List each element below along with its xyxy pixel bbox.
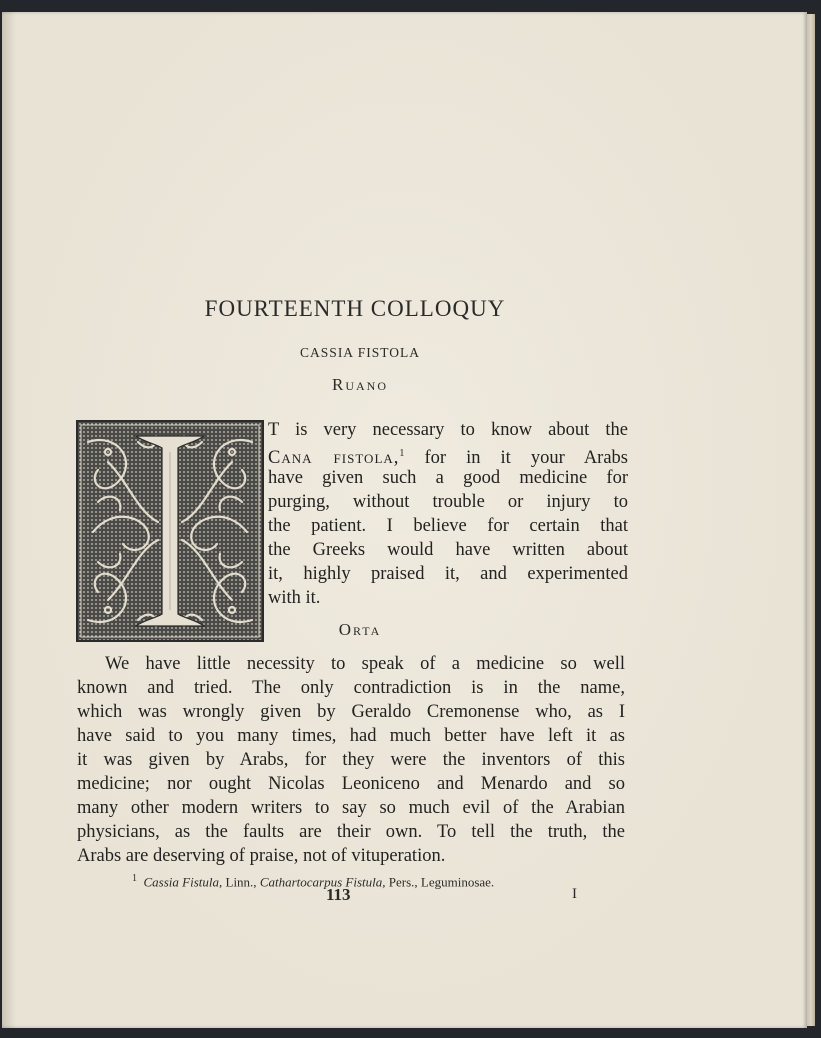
- text-line: Arabs are deserving of praise, not of vituperation.: [77, 846, 446, 866]
- footnote-text: Pers., Leguminosae.: [385, 874, 495, 890]
- footnote-mark: 1: [399, 448, 405, 459]
- text-line: have given such a good medicine for: [268, 468, 628, 488]
- text-line: medicine; nor ought Nicolas Leoniceno and Menardo and so: [77, 774, 625, 794]
- footnote-synonym: Cathartocarpus Fistula,: [259, 874, 386, 890]
- ornamental-initial-i-icon: [76, 420, 264, 642]
- chapter-title: FOURTEENTH COLLOQUY: [204, 296, 506, 321]
- page-edge: [807, 14, 815, 1026]
- text-line: it was given by Arabs, for they were the inventors of this: [77, 750, 625, 770]
- page-number: 113: [326, 885, 351, 904]
- text-line: known and tried. The only contradiction is in the name,: [77, 678, 625, 698]
- text-line: the Greeks would have written about: [268, 540, 628, 560]
- chapter-subtitle: CASSIA FISTOLA: [300, 345, 420, 360]
- speaker-name-orta: Orta: [338, 620, 382, 639]
- text-line-rest: for in it your Arabs: [404, 448, 629, 469]
- signature-mark: I: [572, 886, 577, 902]
- text-line: it, highly praised it, and experimented: [268, 564, 628, 584]
- footnote-species-name: Cassia Fistula,: [143, 874, 223, 890]
- paragraph-ruano: [268, 418, 628, 610]
- text-line: We have little necessity to speak of a medicine so well: [105, 654, 625, 674]
- speaker-name-ruano: Ruano: [331, 375, 388, 394]
- text-line: the patient. I believe for certain that: [268, 516, 628, 536]
- text-line: many other modern writers to say so much evil of the Arabian: [77, 798, 625, 818]
- text-line: purging, without trouble or injury to: [268, 492, 628, 512]
- cana-fistola-term: Cana fistola,: [268, 448, 400, 469]
- text-line: [268, 442, 629, 469]
- text-line: have said to you many times, had much better have left it as: [77, 726, 625, 746]
- text-line: which was wrongly given by Geraldo Cremonense who, as I: [77, 702, 625, 722]
- footnote-text: Linn.,: [222, 874, 260, 890]
- text-line: with it.: [268, 588, 321, 608]
- footnote: [132, 873, 572, 890]
- paragraph-orta: [77, 652, 625, 868]
- footnote-number: 1: [132, 873, 137, 884]
- text-line: T is very necessary to know about the: [268, 420, 628, 440]
- text-line: physicians, as the faults are their own. To tell the truth, the: [77, 822, 625, 842]
